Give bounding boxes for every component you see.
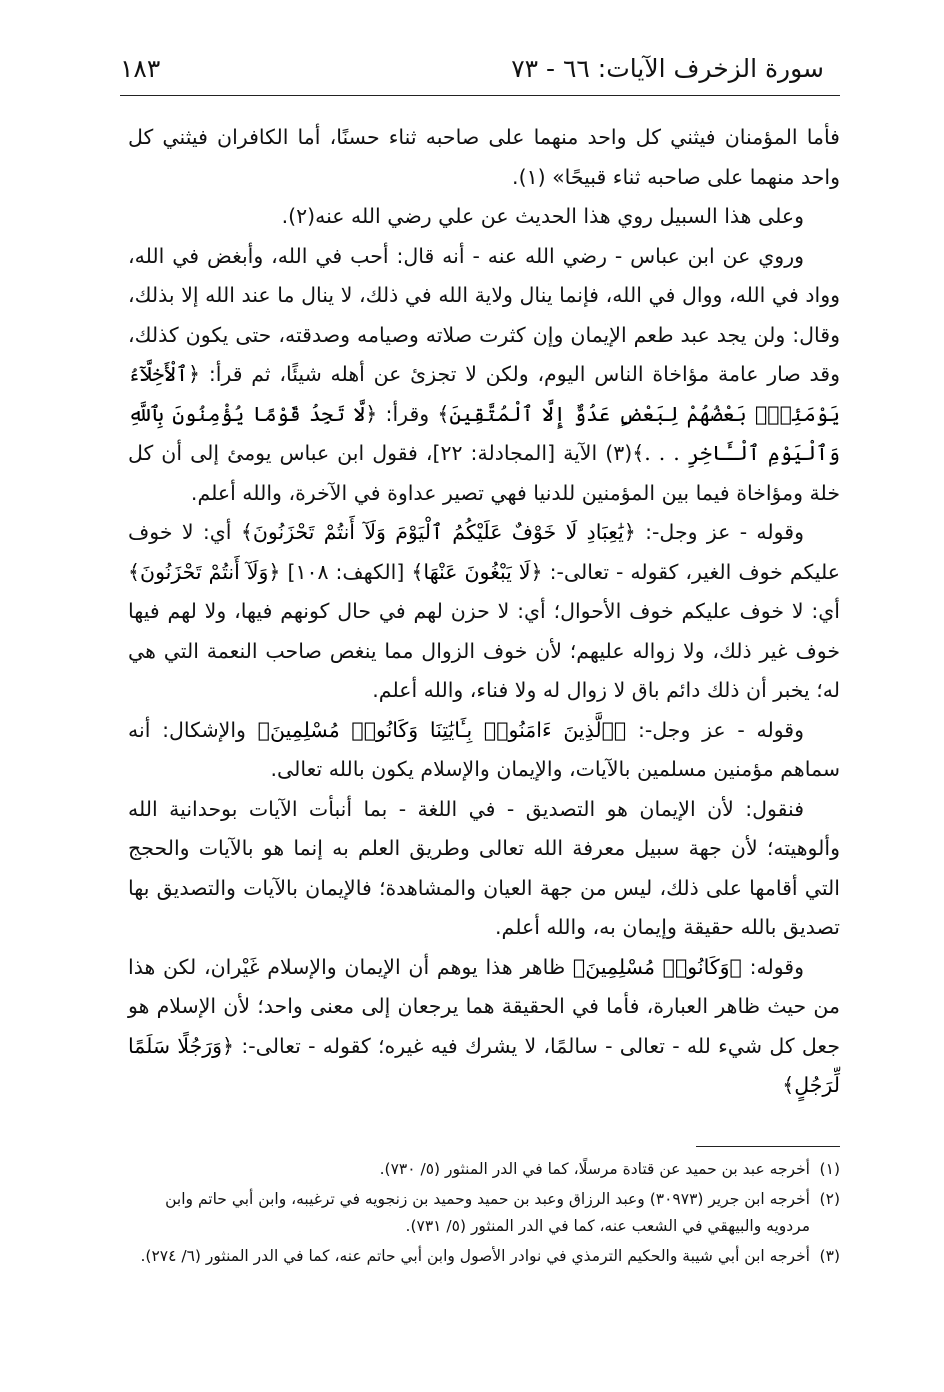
footnote-divider [696, 1146, 840, 1147]
paragraph-text: وقرأ: [385, 401, 430, 426]
quran-verse: ﴿لَا يَبْغُونَ عَنْهَا﴾ [411, 559, 543, 584]
footnote-3 [128, 1243, 840, 1270]
verse-reference: [الكهف: ١٠٨] [287, 559, 405, 584]
footnote-number: (٣) [819, 1247, 840, 1265]
quran-verse: ﴿وَرَجُلًا سَلَمًا لِّرَجُلٍ﴾ [128, 1033, 840, 1097]
footnote-text: أخرجه عبد بن حميد عن قتادة مرسلًا، كما في الدر المنثور (٥/ ٧٣٠). [379, 1160, 810, 1178]
main-text [128, 118, 840, 1106]
paragraph-text: فنقول: لأن الإيمان هو التصديق - في اللغة - بما أنبأت الآيات بوحدانية الله وألوهيته؛ لأن جهة سبيل معرفة الله تعالى وطريق العلم به إنما هو بالآيات والحجج التي أقامها على ذلك، ليس من جهة العيان والمشاهدة؛ فالإيمان بالآيات والتصديق بها تصديق بالله حقيقة وإيمان به، والله أعلم. [128, 796, 840, 939]
paragraph-text: ظاهر هذا يوهم أن الإيمان والإسلام غَيْران، لكن هذا من حيث ظاهر العبارة، فأما في الحقيقة هما يرجعان إلى معنى واحد؛ لأن الإسلام هو جعل كل شيء لله - تعالى - سالمًا، لا يشرك فيه غيره؛ كقوله - تعالى-: [128, 954, 840, 1058]
paragraph-text: فأما المؤمنان فيثني كل واحد منهما على صاحبه ثناء حسنًا، أما الكافران فيثني كل واحد منهما على صاحبه ثناء قبيحًا» (١). [128, 125, 840, 189]
paragraph-text: والإشكال: أنه سماهم مؤمنين مسلمين بالآيات، والإيمان والإسلام يكون بالله تعالى. [128, 717, 840, 781]
paragraph-7 [128, 948, 840, 1106]
running-header [120, 52, 824, 86]
header-divider [120, 95, 840, 96]
footnote-1 [128, 1156, 840, 1183]
quran-verse: ﴿لَّا تَجِدُ قَوْمًا يُؤْمِنُونَ بِٱللَّهِ وَٱلْيَوْمِ ٱلْـَٔاخِرِ . . .﴾ [128, 401, 840, 465]
footnote-text: أخرجه ابن جرير (٣٠٩٧٣) وعبد الرزاق وعبد بن حميد وحميد بن زنجويه في ترغيبه، وابن أبي حاتم وابن مردويه والبيهقي في الشعب عنه، كما في الدر المنثور (٥/ ٧٣١). [165, 1190, 810, 1235]
footnote-2 [128, 1186, 840, 1240]
paragraph-text: أي: لا خوف عليكم خوف الأحوال؛ أي: لا حزن لهم في حال كونهم فيها، ولا لهم فيها خوف غير ذلك، ولا زواله عليهم؛ لأن خوف الزوال مما ينغص صاحب النعمة التي هي له؛ يخبر أن ذلك دائم باق لا زوال له ولا فناء، والله أعلم. [128, 599, 840, 702]
paragraph-6 [128, 790, 840, 948]
quran-verse: ﴿يَٰعِبَادِ لَا خَوْفٌ عَلَيْكُمُ ٱلْيَوْمَ وَلَآ أَنتُمْ تَحْزَنُونَ﴾ [240, 520, 636, 544]
paragraph-text: وروي عن ابن عباس - رضي الله عنه - أنه قال: أحب في الله، وأبغض في الله، وواد في الله، ووال في الله، فإنما ينال ولاية الله في ذلك، لا ينال ما عند الله إلا بذلك، وقال: ولن يجد عبد طعم الإيمان وإن كثرت صلاته وصيامه وصدقته، حتى يكون كذلك، وقد صار عامة مؤاخاة الناس اليوم، ولكن لا تجزئ عن أهله شيئًا، ثم قرأ: [128, 243, 840, 386]
paragraph-5 [128, 711, 840, 790]
paragraph-4 [128, 513, 840, 711]
paragraph-1 [128, 118, 840, 197]
footnote-number: (١) [819, 1160, 840, 1178]
paragraph-text: وقوله - عز وجل-: [637, 717, 804, 742]
quran-verse: ﴿ٱلْأَخِلَّآءُ يَوْمَئِذٍۭ بَعْضُهُمْ لِبَعْضٍ عَدُوٌّ إِلَّا ٱلْمُتَّقِينَ﴾ [128, 362, 840, 426]
running-title: سورة الزخرف الآيات: ٦٦ - ٧٣ [511, 54, 824, 83]
quran-verse: ﴿وَلَآ أَنتُمْ تَحْزَنُونَ﴾ [128, 559, 281, 584]
paragraph-3 [128, 237, 840, 514]
footnotes [128, 1156, 840, 1273]
paragraph-text: (٣) الآية [المجادلة: ٢٢]، فقول ابن عباس يومئ إلى أن كل خلة ومؤاخاة فيما بين المؤمنين للدنيا فهي تصير عداوة في الآخرة، والله أعلم. [128, 441, 840, 505]
paragraph-text: أي: لا خوف عليكم خوف الغير، كقوله - تعالى-: [128, 520, 840, 584]
footnote-number: (٢) [819, 1190, 840, 1208]
quran-verse: ﴿وَكَانُوا۟ مُسْلِمِينَ﴾ [572, 954, 742, 979]
footnote-text: أخرجه ابن أبي شيبة والحكيم الترمذي في نوادر الأصول وابن أبي حاتم عنه، كما في الدر المنثور (٦/ ٢٧٤). [140, 1247, 810, 1265]
quran-verse: ﴿ٱلَّذِينَ ءَامَنُوا۟ بِـَٔايَٰتِنَا وَكَانُوا۟ مُسْلِمِينَ﴾ [257, 717, 627, 742]
page-number: ١٨٣ [120, 54, 161, 83]
paragraph-text: وقوله: [749, 954, 804, 979]
paragraph-2 [128, 197, 840, 237]
paragraph-text: وعلى هذا السبيل روي هذا الحديث عن علي رضي الله عنه(٢). [281, 204, 804, 228]
paragraph-text: وقوله - عز وجل-: [645, 520, 804, 544]
